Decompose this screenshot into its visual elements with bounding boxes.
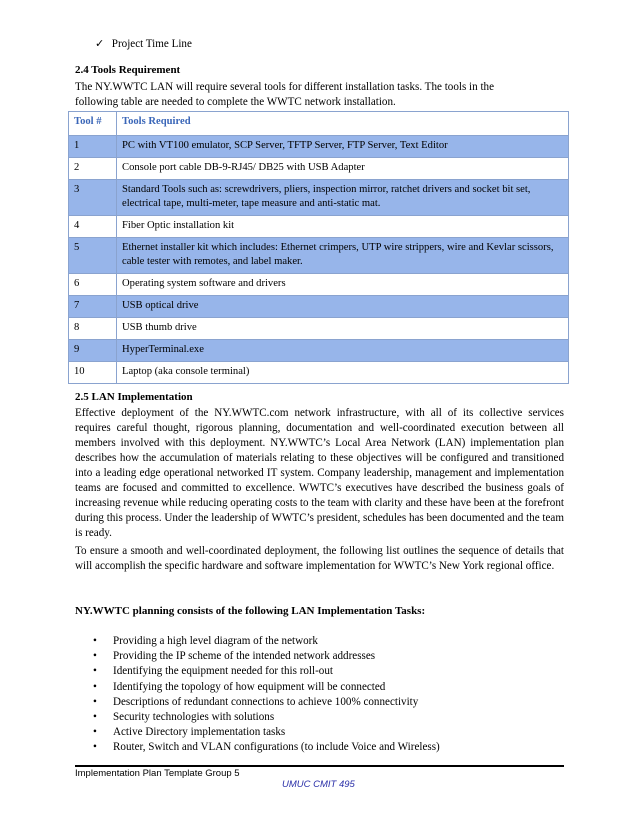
tool-description-cell: Operating system software and drivers	[117, 274, 569, 296]
tool-description-cell: HyperTerminal.exe	[117, 340, 569, 362]
list-item	[93, 634, 440, 649]
table-row	[69, 158, 569, 180]
list-item-text: Active Directory implementation tasks	[113, 726, 286, 739]
bullet-icon: •	[93, 635, 97, 647]
tool-description-cell: Fiber Optic installation kit	[117, 216, 569, 238]
list-item	[93, 664, 440, 679]
table-row	[69, 362, 569, 384]
task-list	[93, 634, 440, 756]
bullet-icon: •	[93, 710, 97, 723]
tasks-heading: NY.WWTC planning consists of the following LAN Implementation Tasks:	[75, 605, 426, 617]
tool-description-cell: Laptop (aka console terminal)	[117, 362, 569, 384]
table-row	[69, 136, 569, 158]
tool-number-cell: 1	[69, 136, 117, 158]
lan-paragraph-1: Effective deployment of the NY.WWTC.com network infrastructure, with all of its collective services requires careful thought, rigorous planning, documentation and well-coordinated execution between all members involved with this deployment. NY.WWTC’s Local Area Network (LAN) implementation plan describes how the accumulation of materials relating to these objectives will be configured and transitioned into a leading edge operational networked IT system. Company leadership, management and implementation teams are focused and committed to excellence. WWTC’s executives have described the business goals of increasing revenue while reducing operating costs to the team with clarity and these have been at the forefront during this process. Under the leadership of WWTC’s president, schedules has been documented and the team is ready.	[75, 407, 564, 539]
tool-description-cell: Ethernet installer kit which includes: Ethernet crimpers, UTP wire strippers, wire and Kevlar scissors, cable tester with remotes, and label maker.	[117, 238, 569, 274]
bullet-icon: •	[93, 650, 97, 663]
tool-number-cell: 3	[69, 180, 117, 216]
table-row	[69, 340, 569, 362]
column-header-tool-number: Tool #	[69, 112, 117, 136]
list-item-text: Identifying the topology of how equipment will be connected	[113, 680, 386, 693]
bullet-icon: •	[93, 695, 97, 708]
list-item	[93, 725, 440, 740]
bullet-icon: •	[93, 680, 97, 693]
tool-description-cell: USB thumb drive	[117, 318, 569, 340]
column-header-tools-required: Tools Required	[117, 112, 569, 136]
tool-number-cell: 9	[69, 340, 117, 362]
list-item	[93, 649, 440, 664]
table-row	[69, 318, 569, 340]
list-item	[93, 695, 440, 710]
lan-paragraph-2: To ensure a smooth and well-coordinated deployment, the following list outlines the sequence of details that will accomplish the specific hardware and software implementation for WWTC’s New York regional office.	[75, 545, 564, 572]
table-row	[69, 216, 569, 238]
tool-number-cell: 7	[69, 296, 117, 318]
table-row	[69, 296, 569, 318]
section-heading-tools: 2.4 Tools Requirement	[75, 64, 181, 76]
list-item	[93, 710, 440, 725]
checklist-item	[95, 37, 192, 52]
tool-description-cell: Standard Tools such as: screwdrivers, pliers, inspection mirror, ratchet drivers and socket bit set, electrical tape, multi-meter, tape measure and anti-static mat.	[117, 180, 569, 216]
bullet-icon: •	[93, 665, 97, 678]
table-row	[69, 238, 569, 274]
checklist-item-text: Project Time Line	[111, 38, 192, 50]
section-heading-lan: 2.5 LAN Implementation	[75, 391, 193, 403]
list-item-text: Providing a high level diagram of the network	[113, 635, 318, 647]
list-item	[93, 740, 440, 755]
tools-intro-line: following table are needed to complete the WWTC network installation.	[75, 96, 396, 108]
tools-intro-line: The NY.WWTC LAN will require several tools for different installation tasks. The tools in the	[75, 81, 495, 93]
tool-description-cell: USB optical drive	[117, 296, 569, 318]
footer-course-label: UMUC CMIT 495	[282, 779, 355, 790]
tool-description-cell: Console port cable DB-9-RJ45/ DB25 with USB Adapter	[117, 158, 569, 180]
tool-number-cell: 4	[69, 216, 117, 238]
tool-number-cell: 10	[69, 362, 117, 384]
list-item-text: Identifying the equipment needed for this roll-out	[113, 665, 333, 678]
tool-number-cell: 6	[69, 274, 117, 296]
table-row	[69, 274, 569, 296]
list-item-text: Descriptions of redundant connections to achieve 100% connectivity	[113, 695, 419, 708]
list-item-text: Router, Switch and VLAN configurations (to include Voice and Wireless)	[113, 741, 440, 754]
tool-description-cell: PC with VT100 emulator, SCP Server, TFTP Server, FTP Server, Text Editor	[117, 136, 569, 158]
footer-document-title: Implementation Plan Template Group 5	[75, 768, 240, 779]
table-header-row	[69, 112, 569, 136]
bullet-icon: •	[93, 741, 97, 754]
bullet-icon: •	[93, 726, 97, 739]
checkmark-icon: ✓	[95, 38, 105, 50]
tool-number-cell: 2	[69, 158, 117, 180]
tool-number-cell: 5	[69, 238, 117, 274]
list-item-text: Security technologies with solutions	[113, 710, 275, 723]
list-item	[93, 680, 440, 695]
tools-table	[68, 111, 569, 384]
list-item-text: Providing the IP scheme of the intended network addresses	[113, 650, 376, 663]
tools-intro	[75, 80, 564, 110]
tool-number-cell: 8	[69, 318, 117, 340]
table-row	[69, 180, 569, 216]
